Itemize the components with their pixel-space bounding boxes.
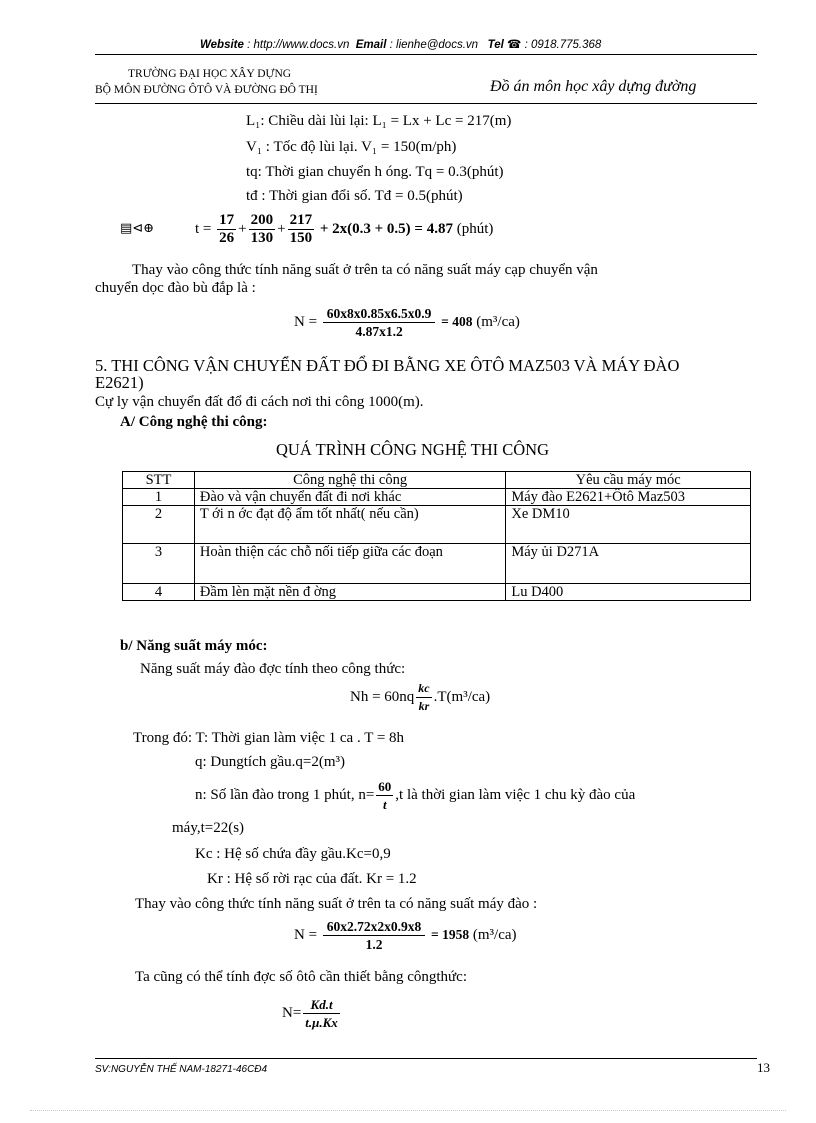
formula-n2-lhs: N =: [294, 926, 318, 943]
email-address[interactable]: : lienhe@docs.vn: [389, 39, 479, 51]
page-edge-dots: [30, 1110, 786, 1111]
formula-trucks: [282, 996, 342, 1031]
formula-nh-fraction: $\frac{kc}{kr}$: [418, 681, 430, 713]
school-name: TRƯỜNG ĐẠI HỌC XÂY DỰNG: [128, 68, 292, 80]
v1-definition: V₁ : Tốc độ lùi lại. V₁ = 150(m/ph): [246, 139, 457, 155]
formula-trucks-lhs: N=: [282, 1004, 302, 1021]
header-machinery: Yêu cầu máy móc: [506, 472, 751, 489]
formula-t: t = $\frac{17}{26}$ + $\frac{200}{130}$ + $\frac{217}{150}$ + 2x(0.3 + 0.5) = 4.87 (phút): [195, 212, 494, 246]
cell-stt: 3: [123, 544, 195, 584]
process-table: [122, 471, 751, 601]
header-rule-top: [95, 54, 757, 55]
website-url[interactable]: : http://www.docs.vn: [247, 39, 350, 51]
formula-n1-result: = 408: [441, 313, 473, 329]
phone-icon: ☎: [507, 39, 522, 51]
formula-t-tail: + 2x(0.3 + 0.5) = 4.87: [319, 220, 453, 237]
productivity-intro: Năng suất máy đào đợc tính theo công thức:: [140, 661, 406, 677]
section-5-title: 5. THI CÔNG VẬN CHUYỂN ĐẤT ĐỔ ĐI BẰNG XE ÔTÔ MAZ503 VÀ MÁY ĐÀO: [95, 356, 680, 375]
formula-nh: [350, 680, 490, 715]
scraper-para-line2: chuyển dọc đào bù đắp là :: [95, 280, 256, 296]
website-header: [200, 37, 601, 51]
student-footer: SV:NGUYỄN THẾ NAM-18271-46CĐ4: [95, 1064, 268, 1075]
cell-technology: Đầm lèn mặt nền đ ờng: [194, 584, 505, 601]
cell-stt: 2: [123, 506, 195, 544]
subhead-technology: A/ Công nghệ thi công:: [120, 414, 268, 430]
formula-n2: [294, 918, 517, 953]
where-t: Trong đó: T: Thời gian làm việc 1 ca . T = 8h: [133, 730, 405, 746]
department-name: BỘ MÔN ĐƯỜNG ÔTÔ VÀ ĐƯỜNG ĐÔ THỊ: [95, 84, 318, 96]
fraction-2: $\frac{200}{130}$: [250, 212, 274, 246]
section-5-title-cont: E2621): [95, 373, 144, 392]
fraction-1: $\frac{17}{26}$: [219, 212, 235, 246]
page-number: 13: [757, 1060, 770, 1075]
where-kc: Kc : Hệ số chứa đầy gầu.Kc=0,9: [195, 846, 391, 862]
tel-number: : 0918.775.368: [524, 39, 602, 51]
table-title: QUÁ TRÌNH CÔNG NGHỆ THI CÔNG: [276, 440, 550, 459]
tq-definition: tq: Thời gian chuyển h óng. Tq = 0.3(phút): [246, 164, 504, 180]
formula-symbol: ▤⊲⊕: [120, 220, 155, 235]
table-row: [123, 489, 751, 506]
header-rule-bottom: [95, 103, 757, 104]
formula-nh-lhs: Nh = 60nq: [350, 688, 415, 705]
where-q: q: Dungtích gầu.q=2(m³): [195, 754, 346, 770]
table-row: [123, 544, 751, 584]
formula-n1-unit: (m³/ca): [476, 313, 520, 330]
l1-definition: L₁: Chiều dài lùi lại: L₁ = Lx + Lc = 217(m): [246, 113, 512, 129]
footer-rule: [95, 1058, 757, 1059]
cell-stt: 1: [123, 489, 195, 506]
where-n-line2: máy,t=22(s): [172, 820, 245, 836]
subhead-productivity: b/ Năng suất máy móc:: [120, 638, 268, 654]
formula-n1-fraction: $\frac{60x8x0.85x6.5x0.9}{4.87x1.2}$: [323, 305, 436, 340]
table-header-row: [123, 472, 751, 489]
fraction-3: $\frac{217}{150}$: [289, 212, 313, 246]
formula-n2-result: = 1958: [431, 926, 470, 942]
tel-label: Tel: [487, 39, 504, 51]
formula-t-unit: (phút): [456, 220, 494, 237]
cell-technology: Đào và vận chuyển đất đi nơi khác: [194, 489, 505, 506]
where-kr: Kr : Hệ số rời rạc của đất. Kr = 1.2: [207, 871, 417, 887]
cell-machinery: Máy đào E2621+Ôtô Maz503: [506, 489, 751, 506]
table-row: [123, 584, 751, 601]
cell-stt: 4: [123, 584, 195, 601]
formula-n1-lhs: N =: [294, 313, 318, 330]
td-definition: tđ : Thời gian đổi số. Tđ = 0.5(phút): [246, 188, 463, 204]
scraper-para-line1: Thay vào công thức tính năng suất ở trên ta có năng suất máy cạp chuyển vận: [132, 262, 598, 278]
where-n-post: ,t là thời gian làm việc 1 chu kỳ đào của: [395, 786, 636, 803]
email-label: Email: [355, 39, 387, 51]
where-n-pre: n: Số lần đào trong 1 phút, n=: [195, 786, 375, 803]
formula-t-lhs: t =: [195, 220, 212, 237]
project-title: Đồ án môn học xây dựng đường: [490, 78, 697, 95]
formula-n2-fraction: $\frac{60x2.72x2x0.9x8}{1.2}$: [323, 918, 426, 953]
where-n-fraction: $\frac{60}{t}$: [378, 779, 392, 812]
excavator-subst: Thay vào công thức tính năng suất ở trên ta có năng suất máy đào :: [135, 896, 538, 912]
cell-machinery: Lu D400: [506, 584, 751, 601]
cell-machinery: Xe DM10: [506, 506, 751, 544]
header-stt: STT: [123, 472, 195, 489]
table-row: [123, 506, 751, 544]
website-label: Website: [200, 39, 244, 51]
cell-technology: T ới n ớc đạt độ ẩm tốt nhất( nếu cần): [194, 506, 505, 544]
distance-text: Cự ly vận chuyển đất đổ đi cách nơi thi công 1000(m).: [95, 394, 424, 410]
formula-trucks-fraction: $\frac{Kd.t}{t.\mu.Kx}$: [305, 997, 338, 1030]
header-technology: Công nghệ thi công: [194, 472, 505, 489]
cell-technology: Hoàn thiện các chỗ nối tiếp giữa các đoạn: [194, 544, 505, 584]
trucks-text: Ta cũng có thể tính đợc số ôtô cần thiết bằng côngthức:: [135, 969, 468, 985]
where-n: [195, 778, 635, 813]
formula-n2-unit: (m³/ca): [472, 926, 517, 943]
formula-n1: [294, 305, 520, 340]
cell-machinery: Máy ủi D271A: [506, 544, 751, 584]
formula-nh-rhs: .T(m³/ca): [433, 688, 491, 705]
